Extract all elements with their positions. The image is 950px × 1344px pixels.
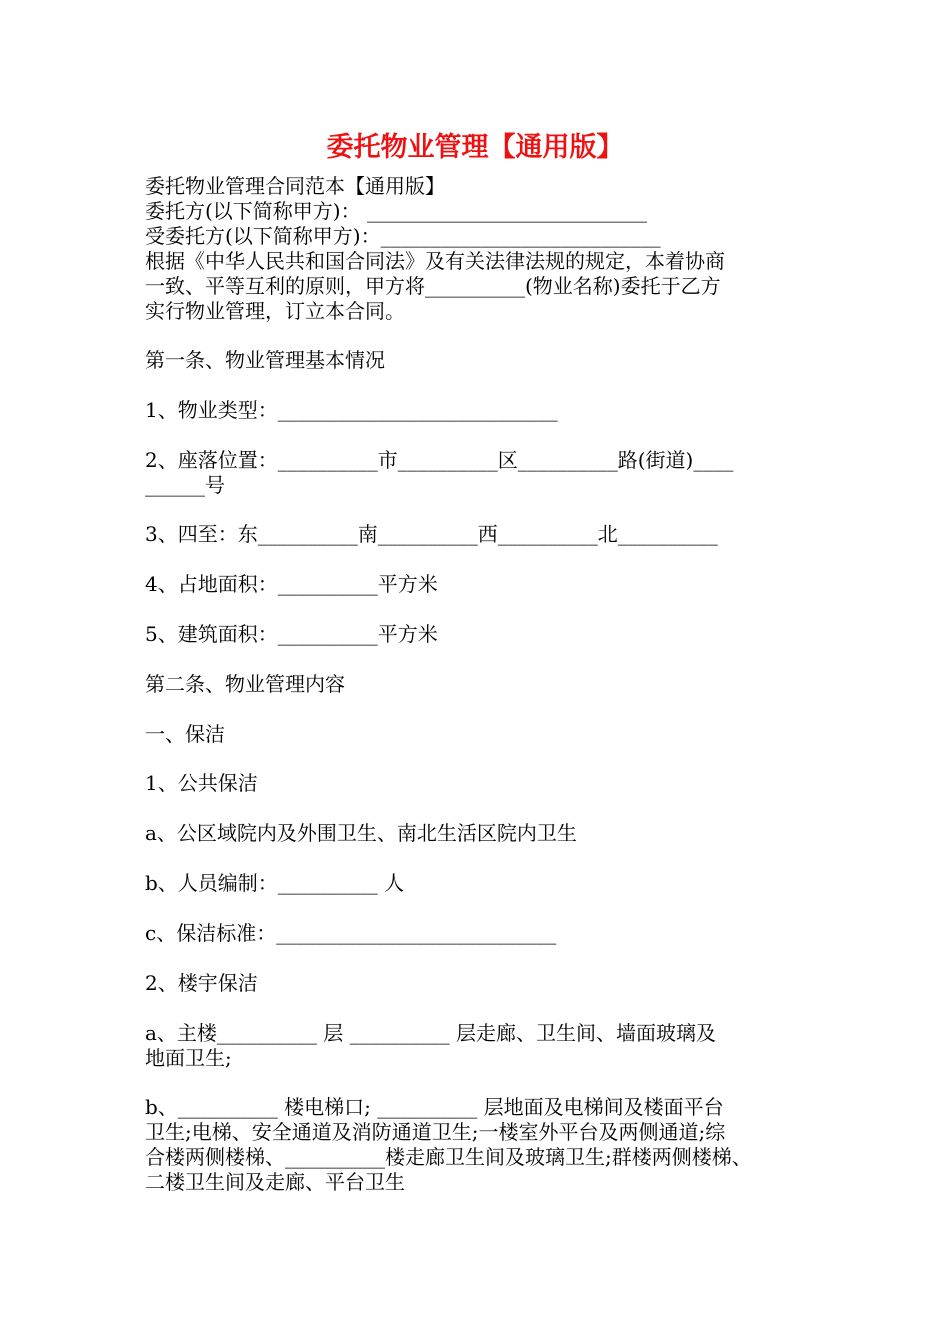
building-area-line: 5、建筑面积：__________平方米 xyxy=(145,622,438,646)
list-item: 2、楼宇保洁 xyxy=(145,971,258,995)
list-item: b、人员编制：__________ 人 xyxy=(145,871,405,895)
location-block xyxy=(145,448,825,498)
boundaries-line: 3、四至：东__________南__________西__________北__________ xyxy=(145,522,718,546)
list-item-line: 卫生;电梯、安全通道及消防通道卫生;一楼室外平台及两侧通道;综 xyxy=(145,1120,726,1144)
list-item-line: 合楼两侧楼梯、__________楼走廊卫生间及玻璃卫生;群楼两侧楼梯、 xyxy=(145,1145,752,1169)
subsection-heading: 一、保洁 xyxy=(145,722,225,746)
list-item-line: 地面卫生; xyxy=(145,1046,232,1070)
section-heading: 第二条、物业管理内容 xyxy=(145,672,345,696)
document-title: 委托物业管理【通用版】 xyxy=(326,132,624,163)
list-item-line: a、主楼__________ 层 __________ 层走廊、卫生间、墙面玻璃及 xyxy=(145,1021,716,1045)
main-building-block xyxy=(145,1021,825,1071)
intro-line: 委托物业管理合同范本【通用版】 xyxy=(145,174,445,198)
list-item: a、公区域院内及外围卫生、南北生活区院内卫生 xyxy=(145,821,577,845)
intro-line: 受委托方(以下简称甲方)：____________________________ xyxy=(145,224,661,248)
list-item: 1、公共保洁 xyxy=(145,771,258,795)
property-type-line: 1、物业类型：____________________________ xyxy=(145,398,558,422)
land-area-line: 4、占地面积：__________平方米 xyxy=(145,572,438,596)
location-line: 2、座落位置：__________市__________区__________路(街道)____ xyxy=(145,448,734,472)
contract-intro xyxy=(145,174,825,324)
list-item-line: 二楼卫生间及走廊、平台卫生 xyxy=(145,1170,405,1194)
list-item: c、保洁标准：____________________________ xyxy=(145,921,557,945)
intro-line: 根据《中华人民共和国合同法》及有关法律法规的规定，本着协商 xyxy=(145,249,725,273)
building-cleaning-block xyxy=(145,1095,825,1195)
location-line: ______号 xyxy=(145,473,225,497)
list-item-line: b、__________ 楼电梯口; __________ 层地面及电梯间及楼面平台 xyxy=(145,1095,724,1119)
intro-line: 实行物业管理，订立本合同。 xyxy=(145,299,405,323)
section-heading: 第一条、物业管理基本情况 xyxy=(145,348,385,372)
intro-line: 一致、平等互利的原则，甲方将__________(物业名称)委托于乙方 xyxy=(145,274,721,298)
intro-line: 委托方(以下简称甲方)： ____________________________ xyxy=(145,199,647,223)
